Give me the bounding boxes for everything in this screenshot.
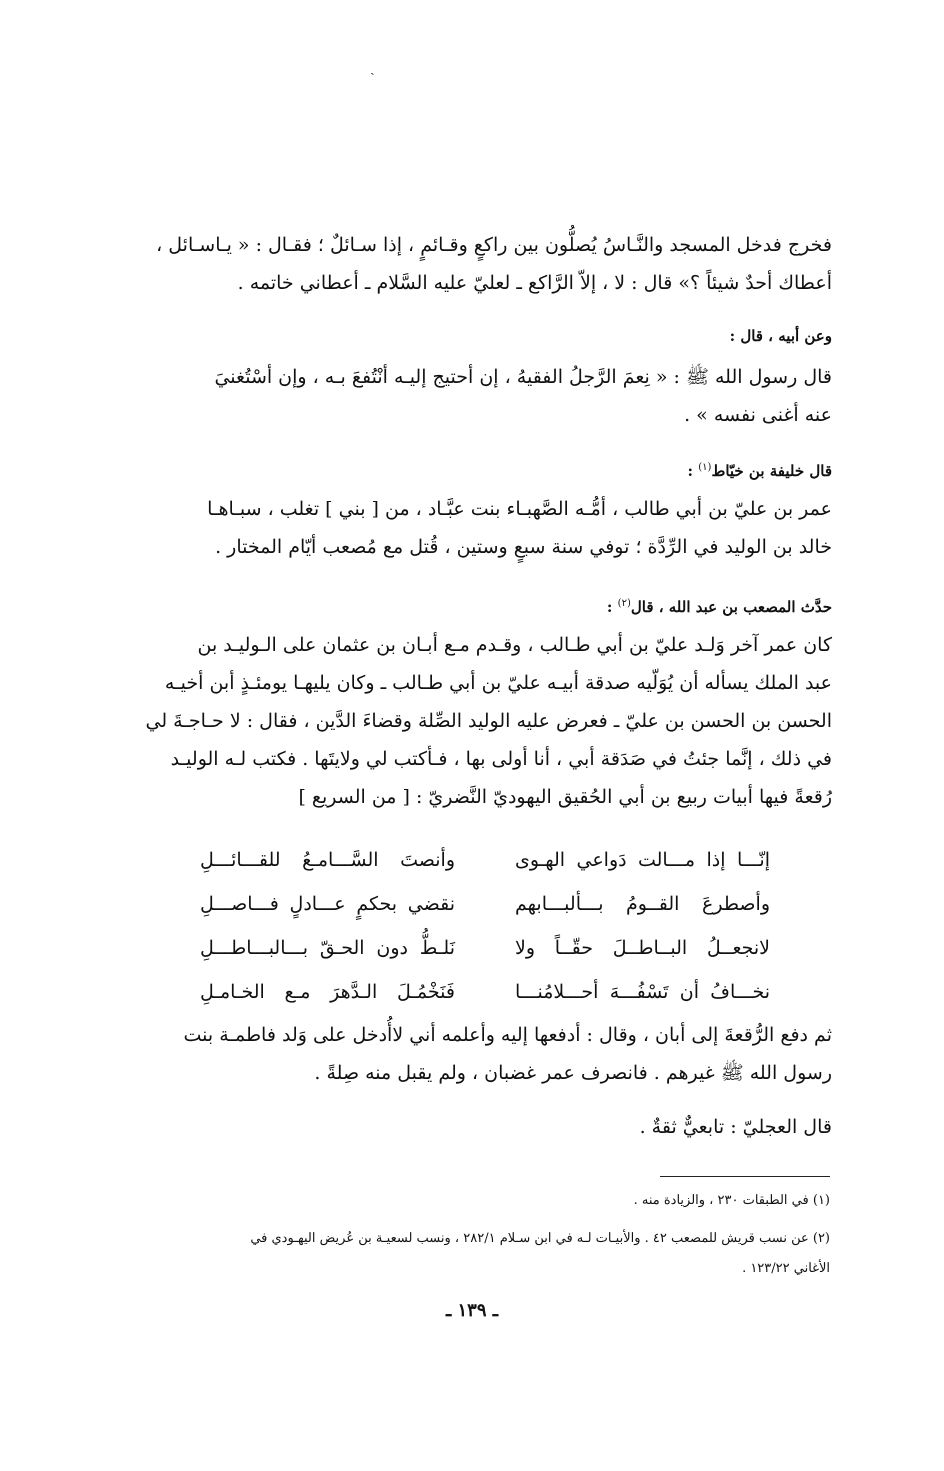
- heading-2-label: قال خليفة بن خيّاط: [711, 462, 832, 480]
- paragraph-5-line-1: ثم دفع الرُّقعةَ إلى أبان ، وقال : أدفعها إليه وأعلمه أني لاأُدخل على وَلد فاطمـة بنت: [183, 1024, 832, 1046]
- paragraph-4-line-3: الحسن بن الحسن بن عليّ ـ فعرض عليه الوليد الصِّلة وقضاءَ الدَّين ، فقال : لا حـاجـةَ لي: [145, 710, 832, 732]
- heading-2-colon: :: [687, 462, 699, 480]
- page-number: ـ ١٣٩ ـ: [445, 1300, 499, 1321]
- paragraph-2-line-2: عنه أغنى نفسه » .: [684, 404, 832, 426]
- paragraph-5-line-2: رسول الله ﷺ غيرهم . فانصرف عمر غضبان ، ولم يقبل منه صِلةً .: [314, 1062, 832, 1084]
- heading-3-text: [142, 592, 832, 619]
- heading-3-label: حدَّث المصعب بن عبد الله ، قال: [630, 598, 832, 616]
- verse-row: [200, 838, 770, 882]
- verse-left-hemistich: نَلـطُّ دون الحـقّ بـــالبـــاطـــلِ: [200, 937, 455, 959]
- heading-2: [142, 456, 832, 483]
- paragraph-1-line-1: فخرج فدخل المسجد والنَّـاسُ يُصلُّون بين راكعٍ وقـائمٍ ، إذا سـائلٌ ؛ فقـال : « يـاسـائل ،: [156, 234, 832, 256]
- paragraph-4-line-5: رُقعةً فيها أبيات ربيع بن أبي الحُقيق اليهوديّ النَّضريّ : [ من السريع ]: [298, 786, 832, 808]
- verse-right-hemistich: نخـــافُ أن تَسْفُـــهَ أحـــلامُنـــا: [515, 981, 770, 1003]
- paragraph-6-text: قال العجليّ : تابعيٌّ ثقةٌ .: [639, 1116, 832, 1138]
- footnote-2-line-1: (٢) عن نسب قريش للمصعب ٤٢ . والأبيـات لـه في ابن سـلام ٢٨٢/١ ، ونسب لسعيـة بن عُريض اليهـودي في: [250, 1231, 830, 1246]
- paragraph-3-line-2: خالد بن الوليد في الرِّدَّة ؛ توفي سنة سبعٍ وستين ، قُتل مع مُصعب أيّام المختار .: [215, 536, 832, 558]
- verse-left-hemistich: نقضي بحكمٍ عـــادلٍ فـــاصـــلِ: [200, 893, 455, 915]
- heading-3-colon: :: [606, 598, 618, 616]
- top-mark: ˎ: [370, 60, 375, 76]
- heading-1-text: وعن أبيه ، قال :: [729, 327, 832, 345]
- verse-row: [200, 926, 770, 970]
- verse-row: [200, 882, 770, 926]
- heading-1: [142, 324, 832, 348]
- paragraph-3: [142, 490, 832, 566]
- verse-left-hemistich: وأنصتَ السَّـــامـعُ للقـــائـــلِ: [200, 849, 455, 871]
- paragraph-5: [142, 1016, 832, 1092]
- verse-row: [200, 970, 770, 1014]
- paragraph-3-line-1: عمر بن عليّ بن أبي طالب ، أمُّـه الصَّهبـاء بنت عبَّـاد ، من [ بني ] تغلب ، سبـاهـا: [207, 498, 832, 520]
- footnote-separator: [660, 1176, 830, 1177]
- paragraph-4: [142, 626, 832, 816]
- heading-3: [142, 592, 832, 619]
- heading-2-text: [142, 456, 832, 483]
- paragraph-1: [142, 226, 832, 302]
- verse-right-hemistich: وأصطرعَ القــومُ بـــألبـــابهم: [515, 893, 770, 915]
- footnote-2-line-2: الأغاني ١٢٣/٢٢ .: [742, 1261, 830, 1276]
- paragraph-2: [142, 358, 832, 434]
- paragraph-1-line-2: أعطاك أحدٌ شيئاً ؟» قال : لا ، إلاّ الرَّاكع ـ لعليّ عليه السَّلام ـ أعطاني خاتمه .: [237, 272, 832, 294]
- paragraph-4-line-4: في ذلك ، إنَّما جئتُ في صَدَقة أبي ، أنا أولى بها ، فـأكتب لي ولايتَها . فكتب لـه الوليـد: [170, 748, 832, 770]
- paragraph-2-line-1: قال رسول الله ﷺ : « نِعمَ الرَّجلُ الفقيهُ ، إن أحتيج إليـه أنْتُفعَ بـه ، وإن أسْتُغنيَ: [214, 366, 832, 388]
- paragraph-4-line-1: كان عمر آخر وَلـد عليّ بن أبي طـالب ، وقـدم مـع أبـان بن عثمان على الـوليـد بن: [197, 634, 832, 656]
- footnote-ref-2: (٢): [617, 598, 631, 609]
- verse-right-hemistich: إنّـــا إذا مـــالت دَواعي الهـوى: [515, 849, 770, 871]
- footnote-ref-1: (١): [698, 462, 712, 473]
- poem-verses: [200, 838, 770, 1014]
- footnote-1: [130, 1186, 830, 1216]
- footnote-1-text: (١) في الطبقات ٢٣٠ ، والزيادة منه .: [633, 1193, 830, 1208]
- paragraph-6: [142, 1108, 832, 1146]
- verse-left-hemistich: فَنَخْمُـلَ الـدَّهرَ مـع الخـامـلِ: [200, 981, 455, 1003]
- verse-right-hemistich: لانجعــلُ البــاطــلَ حقّــاً ولا: [515, 937, 770, 959]
- paragraph-4-line-2: عبد الملك يسأله أن يُوَلّيه صدقة أبيـه عليّ بن أبي طـالب ـ وكان يليهـا يومئـذٍ أبن أخيـه: [164, 672, 832, 694]
- footnote-2: [130, 1224, 830, 1284]
